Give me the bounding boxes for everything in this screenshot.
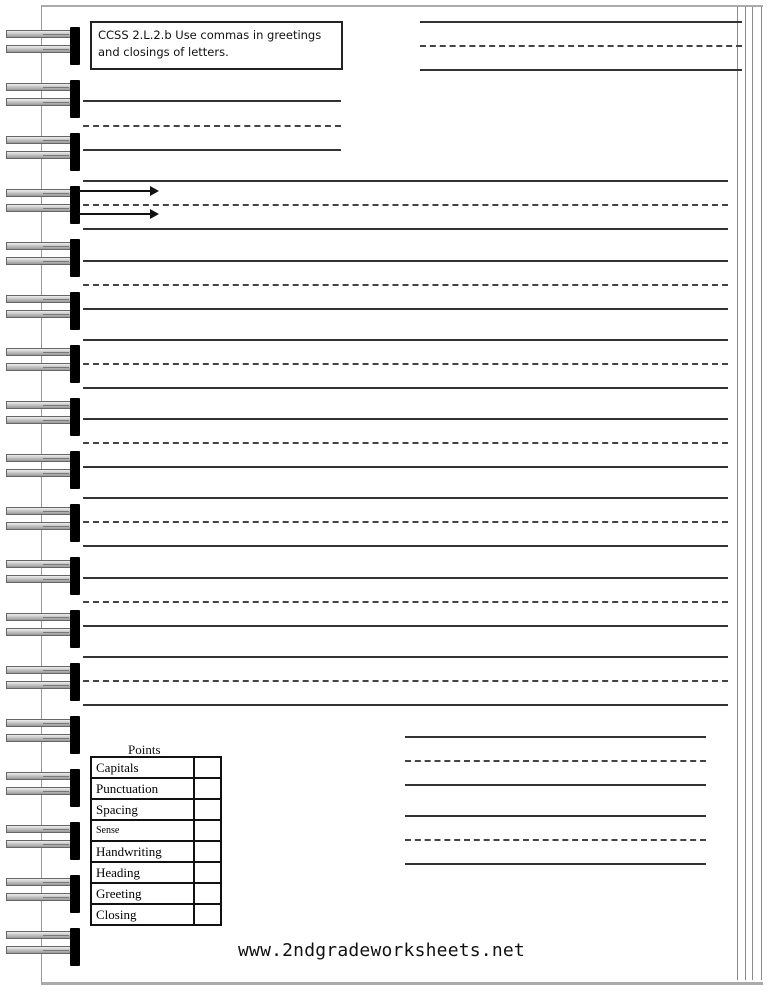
spiral-ring-icon xyxy=(6,295,78,327)
rubric-score-cell[interactable] xyxy=(194,883,221,904)
rubric-label: Closing xyxy=(91,904,194,925)
spiral-ring-icon xyxy=(6,454,78,486)
spiral-ring-icon xyxy=(6,613,78,645)
rubric-row xyxy=(91,862,221,883)
spiral-ring-icon xyxy=(6,507,78,539)
rubric-label: Handwriting xyxy=(91,841,194,862)
rubric-label: Heading xyxy=(91,862,194,883)
footer-url: www.2ndgradeworksheets.net xyxy=(238,940,525,961)
rubric-score-cell[interactable] xyxy=(194,904,221,925)
rubric-row xyxy=(91,820,221,841)
spiral-ring-icon xyxy=(6,401,78,433)
right-arrow-icon xyxy=(79,190,151,192)
rubric-score-cell[interactable] xyxy=(194,799,221,820)
spiral-ring-icon xyxy=(6,560,78,592)
points-title: Points xyxy=(128,742,161,757)
rubric-label: Punctuation xyxy=(91,778,194,799)
rubric-row xyxy=(91,883,221,904)
spiral-ring-icon xyxy=(6,719,78,751)
rubric-row xyxy=(91,799,221,820)
spiral-ring-icon xyxy=(6,931,78,963)
rubric-label: Capitals xyxy=(91,757,194,778)
rubric-row xyxy=(91,757,221,778)
spiral-ring-icon xyxy=(6,772,78,804)
rubric-score-cell[interactable] xyxy=(194,820,221,841)
page-edge-line xyxy=(745,7,746,980)
page-edge-line xyxy=(737,7,738,980)
rubric-score-cell[interactable] xyxy=(194,757,221,778)
rubric-label: Sense xyxy=(91,820,194,841)
standard-text-line2: and closings of letters. xyxy=(98,45,229,59)
spiral-ring-icon xyxy=(6,136,78,168)
rubric-label: Greeting xyxy=(91,883,194,904)
rubric-row xyxy=(91,904,221,925)
spiral-ring-icon xyxy=(6,348,78,380)
rubric-label: Spacing xyxy=(91,799,194,820)
rubric-row xyxy=(91,778,221,799)
spiral-ring-icon xyxy=(6,242,78,274)
spiral-ring-icon xyxy=(6,878,78,910)
spiral-ring-icon xyxy=(6,30,78,62)
rubric-row xyxy=(91,841,221,862)
rubric-score-cell[interactable] xyxy=(194,862,221,883)
right-arrow-icon xyxy=(79,213,151,215)
page-edge-line xyxy=(761,7,762,980)
points-rubric-table xyxy=(90,756,222,926)
spiral-ring-icon xyxy=(6,666,78,698)
standard-box xyxy=(90,21,343,70)
spiral-ring-icon xyxy=(6,189,78,221)
spiral-ring-icon xyxy=(6,825,78,857)
rubric-score-cell[interactable] xyxy=(194,778,221,799)
rubric-score-cell[interactable] xyxy=(194,841,221,862)
page-edge-line xyxy=(752,7,753,980)
spiral-ring-icon xyxy=(6,83,78,115)
standard-text-line1: CCSS 2.L.2.b Use commas in greetings xyxy=(98,28,322,42)
